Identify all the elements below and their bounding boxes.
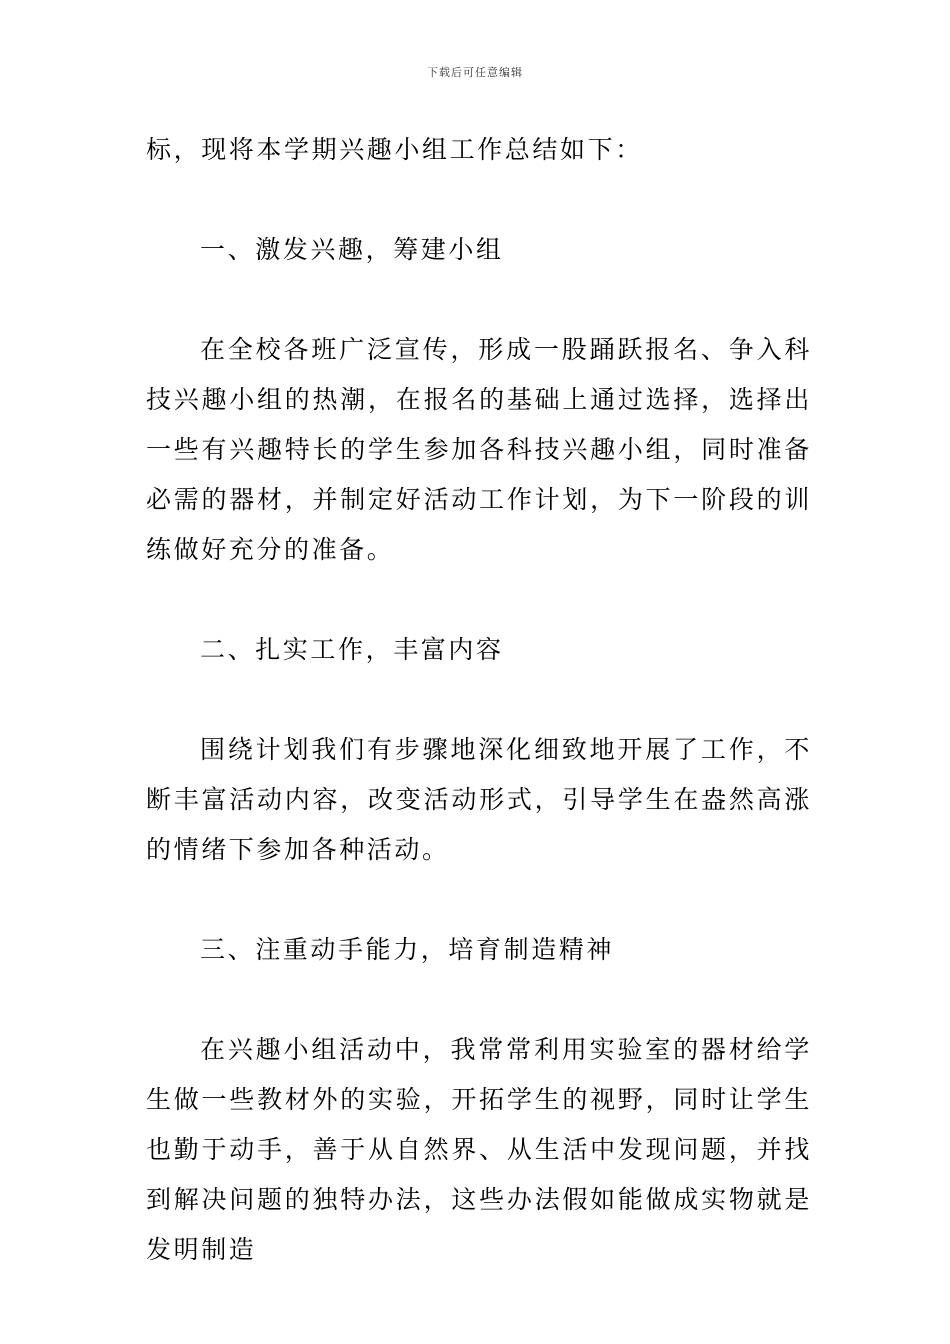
section1-heading: 一、激发兴趣，筹建小组 [200,235,504,264]
document-body [146,125,812,1275]
section3-body: 在兴趣小组活动中，我常常利用实验室的器材给学生做一些教材外的实验，开拓学生的视野，同时让学生也勤于动手，善于从自然界、从生活中发现问题，并找到解决问题的独特办法，这些办法假如能做成实物就是发明制造 [146,1035,812,1264]
section1-body: 在全校各班广泛宣传，形成一股踊跃报名、争入科技兴趣小组的热潮，在报名的基础上通过选择，选择出一些有兴趣特长的学生参加各科技兴趣小组，同时准备必需的器材，并制定好活动工作计划，为下一阶段的训练做好充分的准备。 [146,335,812,564]
paragraph-gap [146,275,812,325]
section2-body: 围绕计划我们有步骤地深化细致地开展了工作，不断丰富活动内容，改变活动形式，引导学生在盎然高涨的情绪下参加各种活动。 [146,735,812,864]
page-header-note: 下载后可任意编辑 [427,66,523,79]
paragraph-gap [146,575,812,625]
paragraph-gap [146,975,812,1025]
paragraph-gap [146,875,812,925]
intro-paragraph: 标，现将本学期兴趣小组工作总结如下： [146,135,643,164]
paragraph-gap [146,675,812,725]
section2-heading: 二、扎实工作，丰富内容 [200,635,504,664]
paragraph-gap [146,175,812,225]
section3-heading: 三、注重动手能力，培育制造精神 [200,935,615,964]
